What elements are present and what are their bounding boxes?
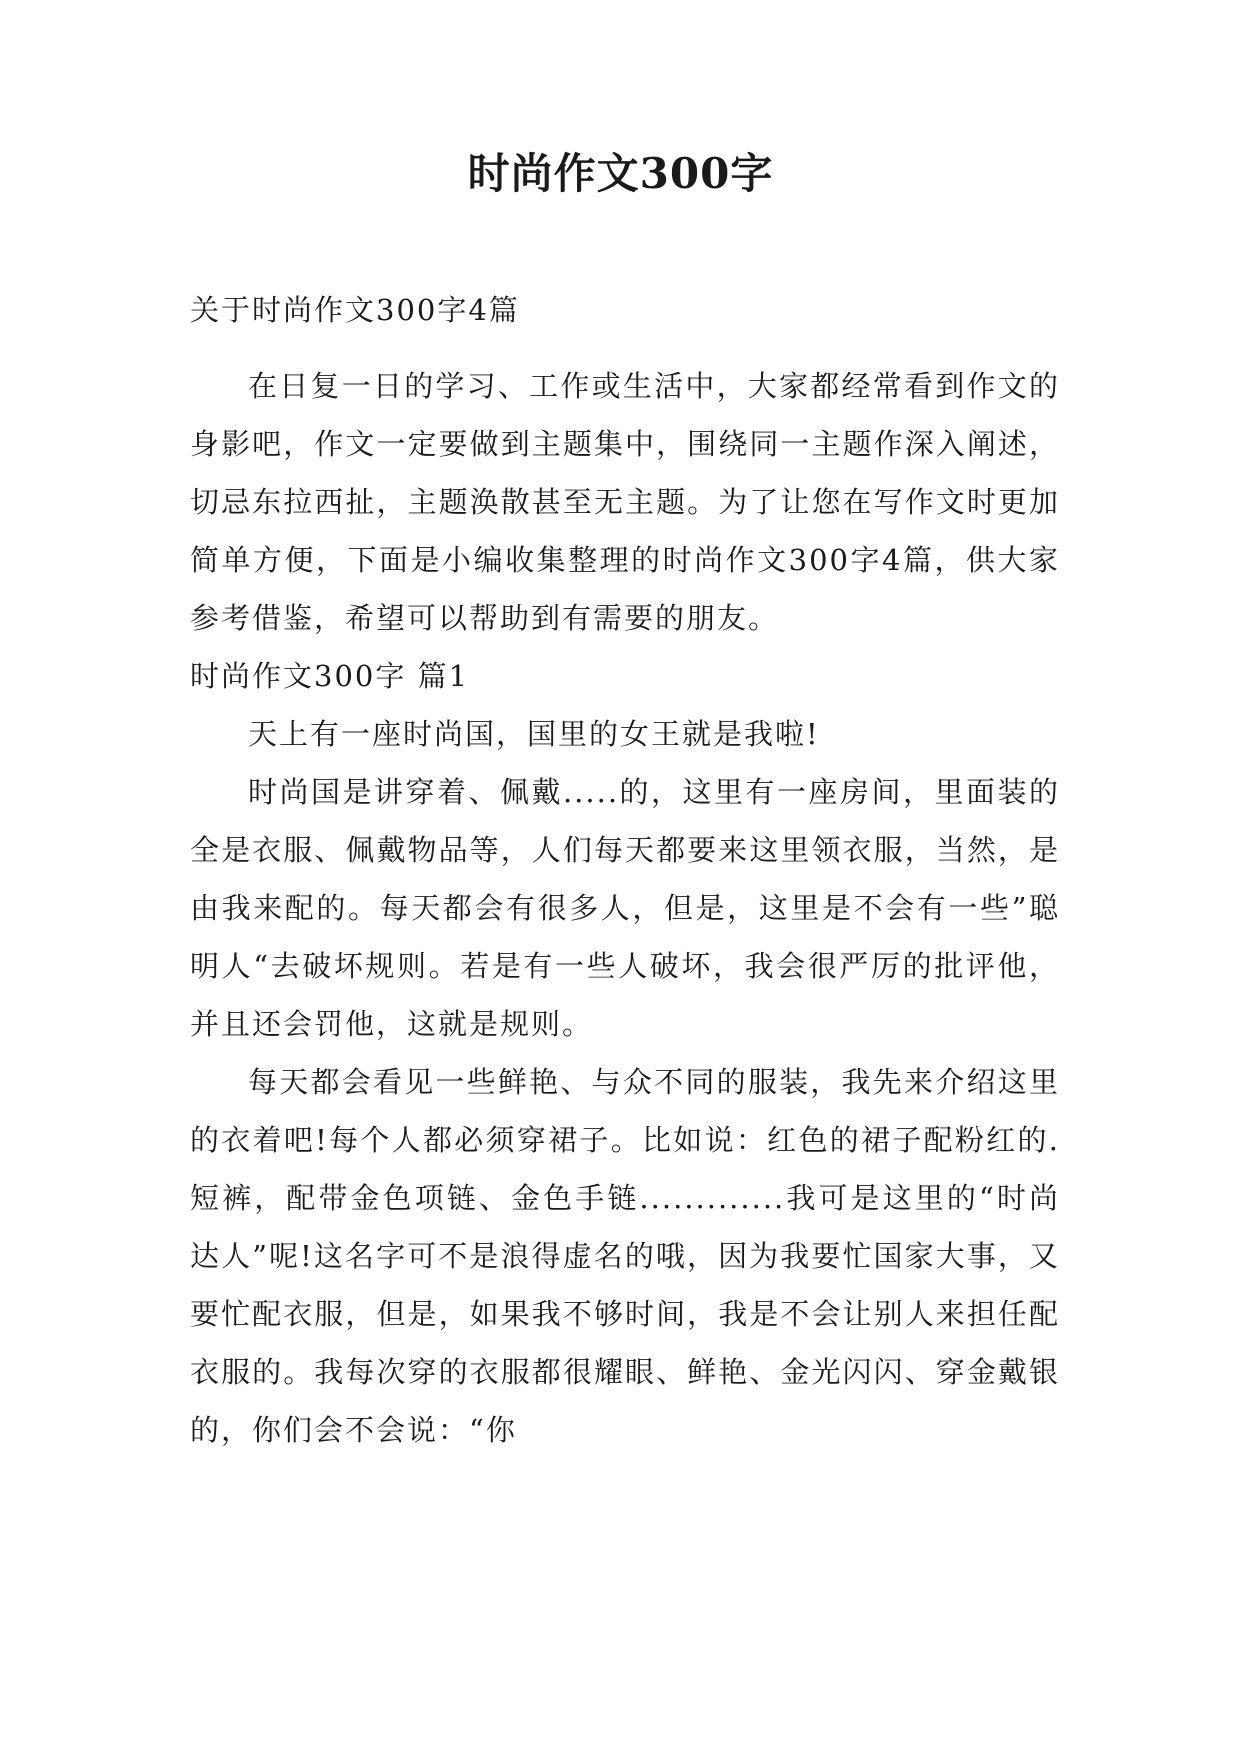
intro-block <box>190 357 1060 1459</box>
body-paragraph: 时尚国是讲穿着、佩戴.....的，这里有一座房间，里面装的全是衣服、佩戴物品等，人们每天都要来这里领衣服，当然，是由我来配的。每天都会有很多人，但是，这里是不会有一些”聪明人“去破坏规则。若是有一些人破坏，我会很严厉的批评他，并且还会罚他，这就是规则。 <box>190 775 1060 1041</box>
document-subtitle: 关于时尚作文300字4篇 <box>190 293 520 327</box>
document-title: 时尚作文300字 <box>467 149 774 198</box>
body-paragraph: 每天都会看见一些鲜艳、与众不同的服装，我先来介绍这里的衣着吧!每个人都必须穿裙子。比如说：红色的裙子配粉红的.短裤，配带金色项链、金色手链.............我可是这里的“时尚达人”呢!这名字可不是浪得虚名的哦，因为我要忙国家大事，又要忙配衣服，但是，如果我不够时间，我是不会让别人来担任配衣服的。我每次穿的衣服都很耀眼、鲜艳、金光闪闪、穿金戴银的，你们会不会说：“你 <box>190 1065 1060 1447</box>
body-paragraph: 天上有一座时尚国，国里的女王就是我啦! <box>248 717 820 751</box>
section-heading: 时尚作文300字 篇1 <box>190 659 470 693</box>
intro-paragraph: 在日复一日的学习、工作或生活中，大家都经常看到作文的身影吧，作文一定要做到主题集中，围绕同一主题作深入阐述，切忌东拉西扯，主题涣散甚至无主题。为了让您在写作文时更加简单方便，下面是小编收集整理的时尚作文300字4篇，供大家参考借鉴，希望可以帮助到有需要的朋友。 <box>190 369 1060 635</box>
